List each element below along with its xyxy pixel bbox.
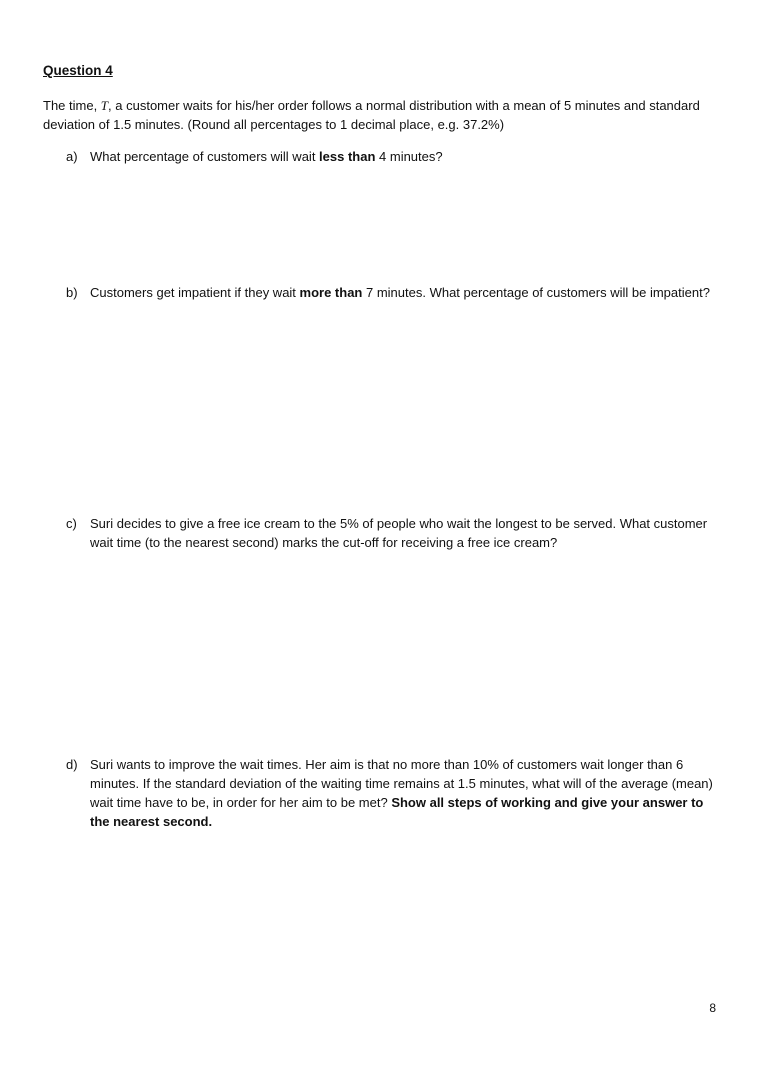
question-label: c): [66, 516, 77, 531]
variable-t: T: [100, 98, 109, 113]
intro-text: The time,: [43, 98, 101, 113]
page-number: 8: [709, 1001, 716, 1015]
question-intro: [43, 96, 723, 134]
question-c: [66, 514, 716, 552]
question-b: [66, 283, 716, 302]
text: Suri wants to improve the wait times. Her aim is that no more than 10% of customers wait longer than 6 minutes. If the standard deviation of the waiting time remains at 1.5 minutes, what will of the average (mean) wait time have to be, in order for her aim to be met?: [90, 757, 713, 810]
question-text: [90, 514, 716, 552]
question-label: a): [66, 149, 78, 164]
question-title: Question 4: [43, 63, 113, 78]
question-text: [90, 283, 716, 302]
question-label: d): [66, 757, 78, 772]
question-text: [90, 147, 716, 166]
bold-text: Show all steps of working and give your answer to the nearest second.: [90, 795, 704, 829]
text: Customers get impatient if they wait: [90, 285, 300, 300]
text: Suri decides to give a free ice cream to the 5% of people who wait the longest to be served. What customer wait time (to the nearest second) marks the cut-off for receiving a free ice cream?: [90, 516, 708, 550]
question-text: [90, 755, 716, 831]
intro-text-cont: , a customer waits for his/her order follows a normal distribution with a mean of 5 minutes and standard deviation of 1.5 minutes. (Round all percentages to 1 decimal place, e.g. 37.2%): [43, 98, 700, 132]
text: 4 minutes?: [375, 149, 443, 164]
bold-text: less than: [319, 149, 376, 164]
text: What percentage of customers will wait: [90, 149, 320, 164]
question-a: [66, 147, 716, 166]
question-label: b): [66, 285, 78, 300]
bold-text: more than: [299, 285, 363, 300]
question-d: [66, 755, 716, 831]
text: 7 minutes. What percentage of customers will be impatient?: [362, 285, 710, 300]
